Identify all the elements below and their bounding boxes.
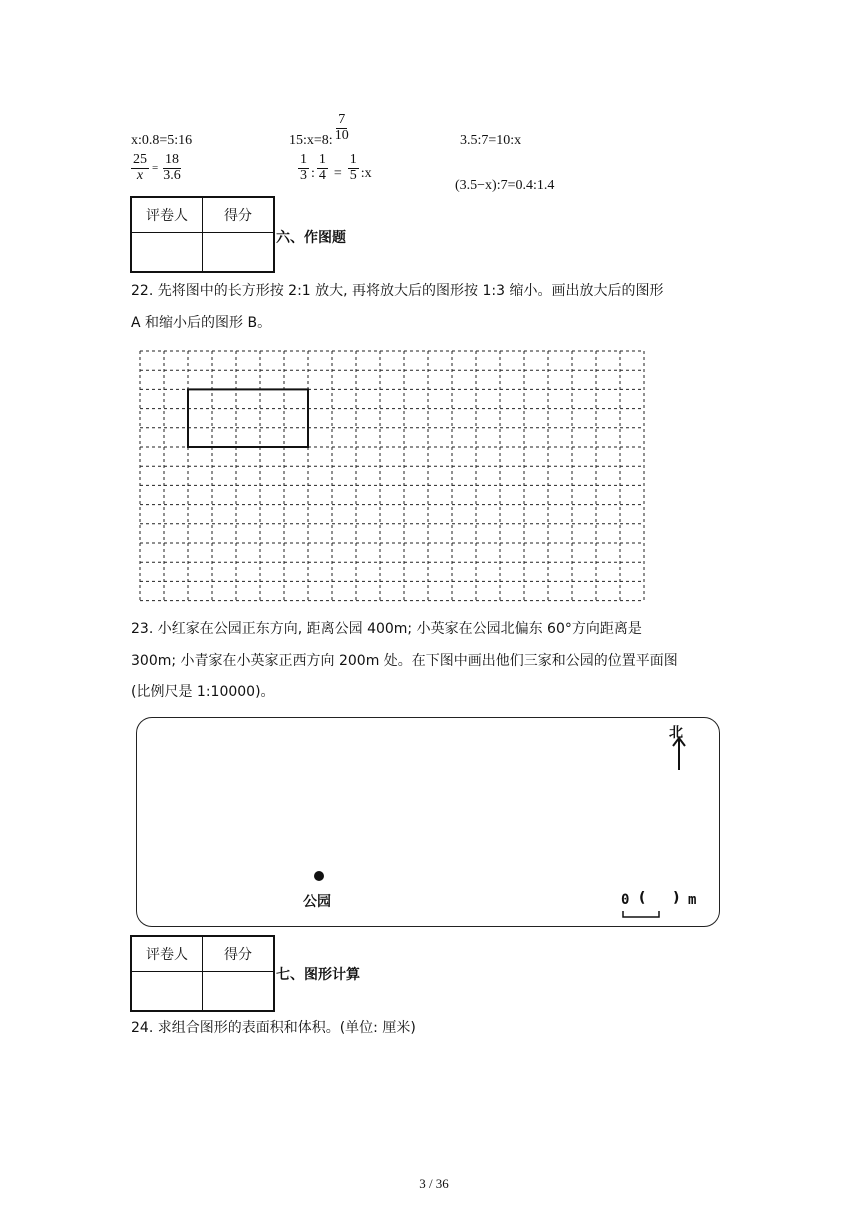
equation-2-prefix: 15:x=8: [289, 133, 333, 148]
fraction-numerator: 25 [133, 152, 147, 167]
scale-unit: m [688, 892, 697, 908]
fraction-numerator: 18 [164, 152, 179, 167]
north-arrow-icon [671, 736, 687, 772]
park-label: 公园 [303, 894, 331, 910]
north-label: 北 [669, 725, 683, 741]
fraction-numerator: 1 [318, 152, 326, 167]
score-table-section-7 [130, 935, 275, 1012]
equation-2 [289, 107, 351, 149]
equation-4-fraction-right [161, 153, 183, 183]
equation-5-fraction-1 [298, 153, 309, 183]
equation-1: x:0.8=5:16 [131, 133, 193, 148]
scale-open-paren: ( [639, 890, 646, 906]
dashed-grid[interactable] [135, 345, 645, 605]
question-23-line-3: (比例尺是 1:10000)。 [131, 684, 275, 700]
fraction-numerator: 1 [349, 152, 357, 167]
reviewer-cell[interactable] [131, 972, 203, 1012]
score-header: 得分 [203, 936, 275, 972]
fraction-numerator: 1 [300, 152, 307, 167]
equation-3: 3.5:7=10:x [460, 133, 522, 148]
equation-6: (3.5−x):7=0.4:1.4 [455, 178, 555, 193]
section-7-title: 七、图形计算 [276, 967, 360, 983]
question-23-line-1: 23. 小红家在公园正东方向, 距离公园 400m; 小英家在公园北偏东 60°方向距离是 [131, 621, 642, 637]
map-drawing-area[interactable] [136, 717, 720, 927]
page-number: 3 / 36 [419, 1176, 449, 1191]
equation-4 [131, 153, 183, 183]
fraction-denominator: 4 [318, 167, 326, 183]
ratio-colon: : [311, 166, 315, 182]
scale-zero: 0 [621, 892, 630, 908]
question-22-line-1: 22. 先将图中的长方形按 2:1 放大, 再将放大后的图形按 1:3 缩小。画出放大后的图形 [131, 283, 664, 299]
scale-close-paren: ) [673, 890, 680, 906]
equation-5 [298, 153, 372, 183]
score-header: 得分 [203, 197, 275, 233]
question-24: 24. 求组合图形的表面积和体积。(单位: 厘米) [131, 1020, 416, 1036]
fraction-denominator: 3 [300, 167, 307, 183]
score-table-section-6 [130, 196, 275, 273]
fraction-denominator: 3.6 [163, 167, 181, 183]
fraction-denominator: 5 [349, 167, 357, 183]
question-22-line-2: A 和缩小后的图形 B。 [131, 315, 272, 331]
equation-5-fraction-3 [348, 153, 359, 183]
reviewer-header: 评卷人 [131, 936, 203, 972]
fraction-numerator: 7 [338, 111, 346, 127]
fraction-denominator: x [136, 167, 144, 183]
original-rectangle [188, 389, 308, 447]
score-cell[interactable] [203, 972, 275, 1012]
park-point [313, 870, 325, 882]
section-6-title: 六、作图题 [276, 230, 346, 246]
equation-5-tail: :x [360, 166, 372, 182]
reviewer-cell[interactable] [131, 233, 203, 273]
question-23-line-2: 300m; 小青家在小英家正西方向 200m 处。在下图中画出他们三家和公园的位置平面图 [131, 653, 678, 669]
fraction-denominator: 10 [334, 127, 349, 143]
scale-bar [621, 910, 663, 920]
score-cell[interactable] [203, 233, 275, 273]
equals-sign: = [152, 162, 159, 175]
equation-5-fraction-2 [317, 153, 328, 183]
equation-2-fraction [333, 113, 351, 143]
equals-sign: = [333, 166, 342, 182]
reviewer-header: 评卷人 [131, 197, 203, 233]
equation-4-fraction-left [131, 153, 149, 183]
